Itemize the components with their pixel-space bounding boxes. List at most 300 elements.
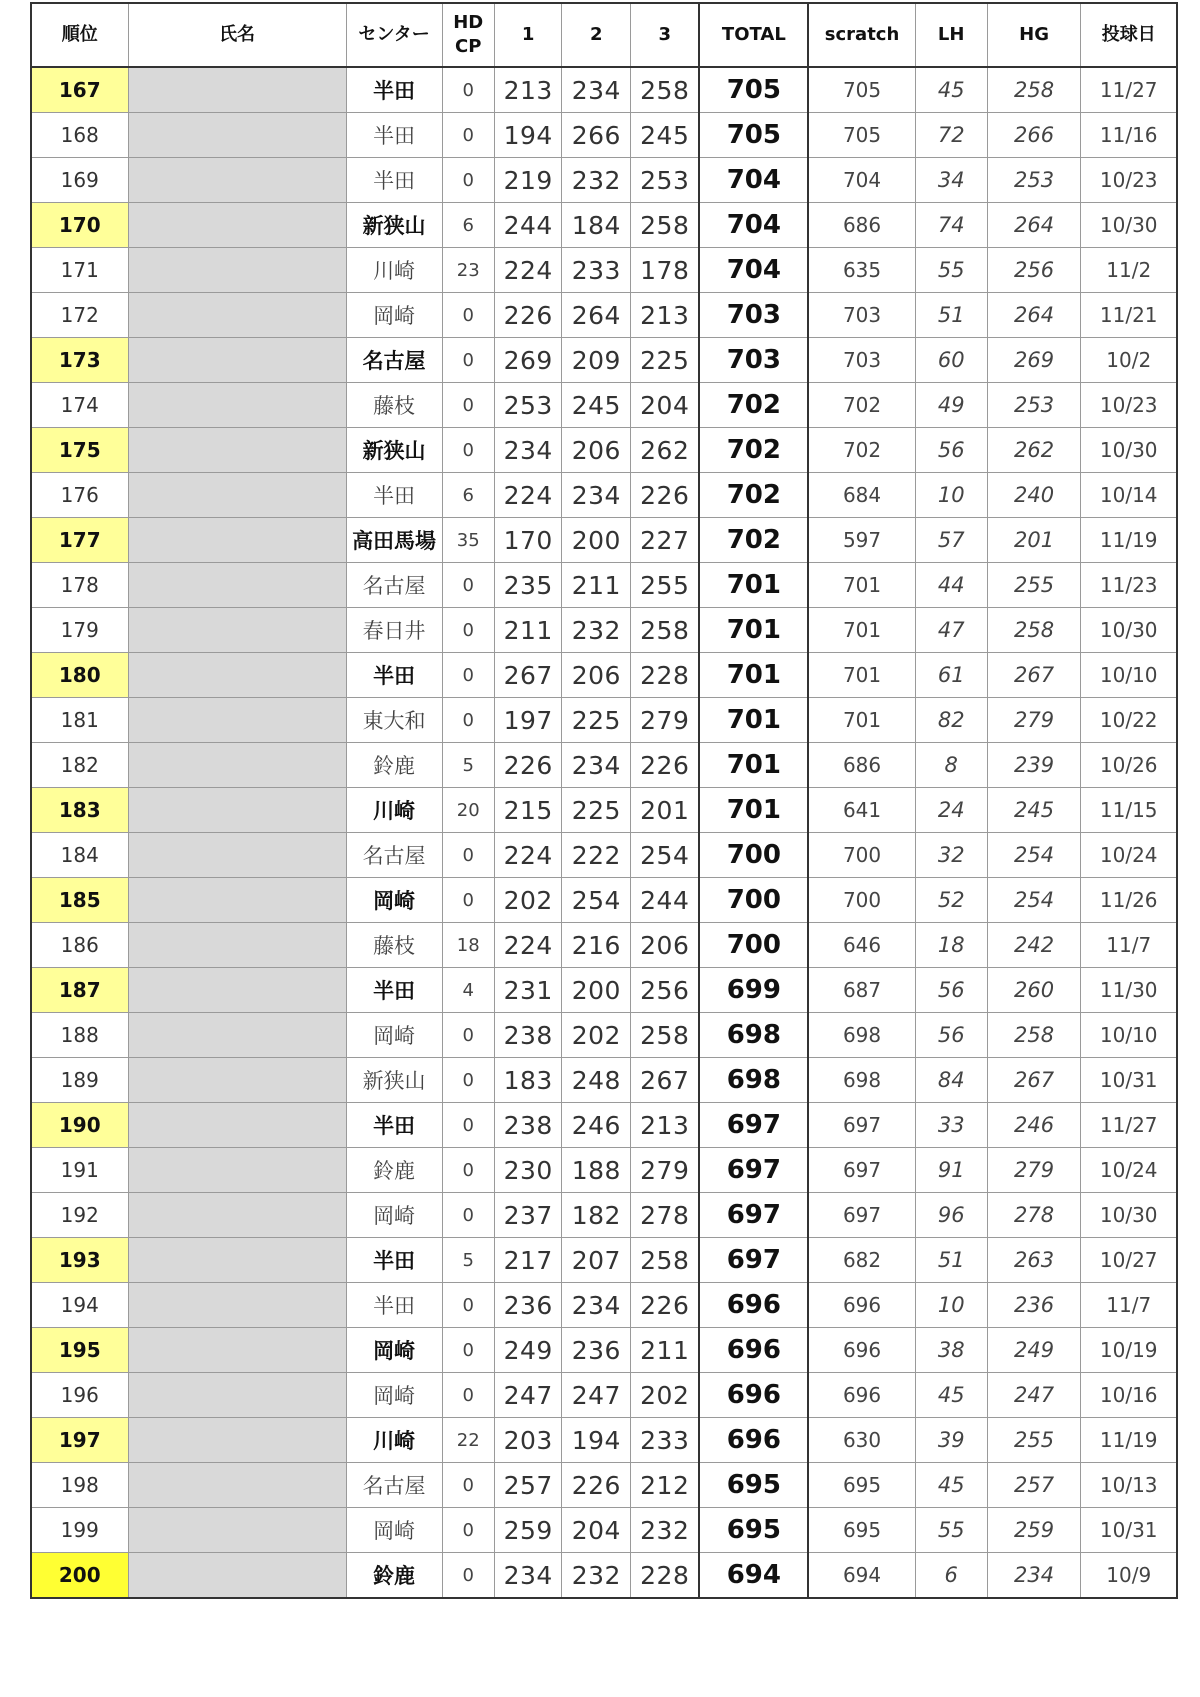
game2-cell: 184 <box>562 203 631 248</box>
lh-cell: 56 <box>915 1013 987 1058</box>
hdcp-cell: 20 <box>442 788 494 833</box>
game2-cell: 206 <box>562 653 631 698</box>
name-cell <box>128 833 346 878</box>
center-cell: 高田馬場 <box>346 518 442 563</box>
hdcp-cell: 0 <box>442 1463 494 1508</box>
date-cell: 11/19 <box>1081 1418 1177 1463</box>
hdcp-cell: 18 <box>442 923 494 968</box>
total-cell: 703 <box>699 293 808 338</box>
lh-cell: 49 <box>915 383 987 428</box>
hdcp-cell: 0 <box>442 1193 494 1238</box>
total-cell: 696 <box>699 1418 808 1463</box>
total-cell: 701 <box>699 608 808 653</box>
center-cell: 鈴鹿 <box>346 1148 442 1193</box>
date-cell: 10/24 <box>1081 1148 1177 1193</box>
center-cell: 藤枝 <box>346 383 442 428</box>
center-cell: 岡崎 <box>346 1508 442 1553</box>
table-row <box>31 248 1177 293</box>
lh-cell: 51 <box>915 293 987 338</box>
game3-cell: 212 <box>631 1463 700 1508</box>
scratch-cell: 705 <box>808 113 915 158</box>
game3-cell: 204 <box>631 383 700 428</box>
name-cell <box>128 1508 346 1553</box>
scratch-cell: 701 <box>808 608 915 653</box>
hg-cell: 267 <box>987 653 1081 698</box>
date-cell: 11/7 <box>1081 923 1177 968</box>
hg-cell: 262 <box>987 428 1081 473</box>
game2-cell: 248 <box>562 1058 631 1103</box>
date-cell: 10/22 <box>1081 698 1177 743</box>
hg-cell: 255 <box>987 1418 1081 1463</box>
game1-cell: 211 <box>494 608 562 653</box>
date-cell: 11/15 <box>1081 788 1177 833</box>
table-row <box>31 1058 1177 1103</box>
hdcp-cell: 0 <box>442 833 494 878</box>
table-row <box>31 203 1177 248</box>
center-cell: 岡崎 <box>346 1193 442 1238</box>
col-scratch-header: scratch <box>808 3 915 67</box>
table-row <box>31 608 1177 653</box>
table-row <box>31 1148 1177 1193</box>
total-cell: 705 <box>699 113 808 158</box>
game3-cell: 202 <box>631 1373 700 1418</box>
lh-cell: 84 <box>915 1058 987 1103</box>
game3-cell: 279 <box>631 1148 700 1193</box>
total-cell: 697 <box>699 1148 808 1193</box>
game1-cell: 234 <box>494 1553 562 1599</box>
rank-cell: 196 <box>31 1373 128 1418</box>
game3-cell: 279 <box>631 698 700 743</box>
total-cell: 696 <box>699 1328 808 1373</box>
date-cell: 10/30 <box>1081 428 1177 473</box>
game3-cell: 245 <box>631 113 700 158</box>
table-row <box>31 113 1177 158</box>
game3-cell: 213 <box>631 293 700 338</box>
name-cell <box>128 383 346 428</box>
rank-cell: 185 <box>31 878 128 923</box>
table-row <box>31 1328 1177 1373</box>
hg-cell: 242 <box>987 923 1081 968</box>
total-cell: 697 <box>699 1193 808 1238</box>
hdcp-cell: 0 <box>442 1328 494 1373</box>
scratch-cell: 696 <box>808 1328 915 1373</box>
lh-cell: 10 <box>915 473 987 518</box>
table-row <box>31 1283 1177 1328</box>
hg-cell: 264 <box>987 203 1081 248</box>
ranking-table <box>30 2 1178 1599</box>
scratch-cell: 682 <box>808 1238 915 1283</box>
name-cell <box>128 743 346 788</box>
lh-cell: 45 <box>915 1463 987 1508</box>
scratch-cell: 702 <box>808 428 915 473</box>
game2-cell: 182 <box>562 1193 631 1238</box>
game3-cell: 232 <box>631 1508 700 1553</box>
scratch-cell: 701 <box>808 563 915 608</box>
center-cell: 半田 <box>346 473 442 518</box>
name-cell <box>128 608 346 653</box>
hdcp-cell: 0 <box>442 67 494 113</box>
center-cell: 岡崎 <box>346 878 442 923</box>
center-cell: 岡崎 <box>346 1328 442 1373</box>
center-cell: 新狭山 <box>346 1058 442 1103</box>
game3-cell: 253 <box>631 158 700 203</box>
hdcp-cell: 6 <box>442 203 494 248</box>
table-row <box>31 383 1177 428</box>
scratch-cell: 635 <box>808 248 915 293</box>
scratch-cell: 696 <box>808 1373 915 1418</box>
game1-cell: 224 <box>494 923 562 968</box>
date-cell: 10/27 <box>1081 1238 1177 1283</box>
game1-cell: 235 <box>494 563 562 608</box>
rank-cell: 195 <box>31 1328 128 1373</box>
name-cell <box>128 698 346 743</box>
game2-cell: 233 <box>562 248 631 293</box>
scratch-cell: 694 <box>808 1553 915 1599</box>
table-body <box>31 67 1177 1598</box>
rank-cell: 200 <box>31 1553 128 1599</box>
hdcp-cell: 22 <box>442 1418 494 1463</box>
total-cell: 701 <box>699 563 808 608</box>
lh-cell: 55 <box>915 1508 987 1553</box>
game2-cell: 234 <box>562 1283 631 1328</box>
game1-cell: 244 <box>494 203 562 248</box>
game2-cell: 204 <box>562 1508 631 1553</box>
game3-cell: 258 <box>631 203 700 248</box>
col-date-header: 投球日 <box>1081 3 1177 67</box>
rank-cell: 199 <box>31 1508 128 1553</box>
hg-cell: 254 <box>987 833 1081 878</box>
game3-cell: 262 <box>631 428 700 473</box>
table-row <box>31 1238 1177 1283</box>
center-cell: 岡崎 <box>346 1373 442 1418</box>
lh-cell: 72 <box>915 113 987 158</box>
table-row <box>31 67 1177 113</box>
hg-cell: 266 <box>987 113 1081 158</box>
table-row <box>31 653 1177 698</box>
hdcp-cell: 5 <box>442 1238 494 1283</box>
lh-cell: 45 <box>915 1373 987 1418</box>
name-cell <box>128 878 346 923</box>
game1-cell: 183 <box>494 1058 562 1103</box>
total-cell: 703 <box>699 338 808 383</box>
game1-cell: 269 <box>494 338 562 383</box>
game2-cell: 254 <box>562 878 631 923</box>
game3-cell: 244 <box>631 878 700 923</box>
name-cell <box>128 338 346 383</box>
total-cell: 700 <box>699 923 808 968</box>
center-cell: 名古屋 <box>346 1463 442 1508</box>
scratch-cell: 703 <box>808 293 915 338</box>
total-cell: 694 <box>699 1553 808 1599</box>
lh-cell: 45 <box>915 67 987 113</box>
rank-cell: 174 <box>31 383 128 428</box>
scratch-cell: 695 <box>808 1508 915 1553</box>
rank-cell: 190 <box>31 1103 128 1148</box>
date-cell: 11/27 <box>1081 67 1177 113</box>
table-row <box>31 1103 1177 1148</box>
lh-cell: 74 <box>915 203 987 248</box>
name-cell <box>128 113 346 158</box>
total-cell: 704 <box>699 158 808 203</box>
date-cell: 11/16 <box>1081 113 1177 158</box>
center-cell: 半田 <box>346 158 442 203</box>
col-game3-header: 3 <box>631 3 700 67</box>
game2-cell: 232 <box>562 1553 631 1599</box>
game3-cell: 178 <box>631 248 700 293</box>
total-cell: 702 <box>699 383 808 428</box>
rank-cell: 194 <box>31 1283 128 1328</box>
rank-cell: 180 <box>31 653 128 698</box>
name-cell <box>128 1238 346 1283</box>
lh-cell: 61 <box>915 653 987 698</box>
hg-cell: 249 <box>987 1328 1081 1373</box>
hg-cell: 269 <box>987 338 1081 383</box>
scratch-cell: 701 <box>808 653 915 698</box>
game3-cell: 233 <box>631 1418 700 1463</box>
scratch-cell: 697 <box>808 1148 915 1193</box>
lh-cell: 38 <box>915 1328 987 1373</box>
date-cell: 10/2 <box>1081 338 1177 383</box>
hdcp-cell: 0 <box>442 293 494 338</box>
hdcp-cell: 0 <box>442 653 494 698</box>
name-cell <box>128 473 346 518</box>
rank-cell: 184 <box>31 833 128 878</box>
total-cell: 702 <box>699 473 808 518</box>
total-cell: 695 <box>699 1463 808 1508</box>
scratch-cell: 697 <box>808 1193 915 1238</box>
rank-cell: 186 <box>31 923 128 968</box>
lh-cell: 56 <box>915 428 987 473</box>
table-row <box>31 158 1177 203</box>
game2-cell: 234 <box>562 743 631 788</box>
lh-cell: 8 <box>915 743 987 788</box>
table-row <box>31 923 1177 968</box>
game2-cell: 245 <box>562 383 631 428</box>
hg-cell: 255 <box>987 563 1081 608</box>
table-row <box>31 1553 1177 1599</box>
date-cell: 10/31 <box>1081 1508 1177 1553</box>
date-cell: 11/30 <box>1081 968 1177 1013</box>
hdcp-cell: 23 <box>442 248 494 293</box>
hdcp-header-line1: HD <box>453 11 484 33</box>
lh-cell: 47 <box>915 608 987 653</box>
game2-cell: 188 <box>562 1148 631 1193</box>
rank-cell: 172 <box>31 293 128 338</box>
col-name-header: 氏名 <box>128 3 346 67</box>
game1-cell: 217 <box>494 1238 562 1283</box>
date-cell: 10/9 <box>1081 1553 1177 1599</box>
hg-cell: 259 <box>987 1508 1081 1553</box>
hg-cell: 234 <box>987 1553 1081 1599</box>
table-row <box>31 473 1177 518</box>
name-cell <box>128 518 346 563</box>
date-cell: 10/30 <box>1081 608 1177 653</box>
game3-cell: 256 <box>631 968 700 1013</box>
hdcp-cell: 0 <box>442 1283 494 1328</box>
game1-cell: 257 <box>494 1463 562 1508</box>
name-cell <box>128 158 346 203</box>
name-cell <box>128 428 346 473</box>
name-cell <box>128 1553 346 1599</box>
hg-cell: 254 <box>987 878 1081 923</box>
game2-cell: 226 <box>562 1463 631 1508</box>
rank-cell: 182 <box>31 743 128 788</box>
game1-cell: 238 <box>494 1013 562 1058</box>
total-cell: 700 <box>699 878 808 923</box>
hg-cell: 278 <box>987 1193 1081 1238</box>
game1-cell: 213 <box>494 67 562 113</box>
name-cell <box>128 293 346 338</box>
game1-cell: 230 <box>494 1148 562 1193</box>
total-cell: 697 <box>699 1238 808 1283</box>
scratch-cell: 698 <box>808 1058 915 1103</box>
game1-cell: 224 <box>494 833 562 878</box>
total-cell: 705 <box>699 67 808 113</box>
total-cell: 701 <box>699 698 808 743</box>
game1-cell: 226 <box>494 293 562 338</box>
total-cell: 702 <box>699 518 808 563</box>
game1-cell: 237 <box>494 1193 562 1238</box>
date-cell: 11/23 <box>1081 563 1177 608</box>
date-cell: 10/30 <box>1081 1193 1177 1238</box>
hg-cell: 264 <box>987 293 1081 338</box>
center-cell: 名古屋 <box>346 833 442 878</box>
center-cell: 半田 <box>346 113 442 158</box>
hg-cell: 258 <box>987 67 1081 113</box>
game2-cell: 236 <box>562 1328 631 1373</box>
lh-cell: 82 <box>915 698 987 743</box>
hdcp-cell: 0 <box>442 878 494 923</box>
game2-cell: 246 <box>562 1103 631 1148</box>
name-cell <box>128 1013 346 1058</box>
scratch-cell: 695 <box>808 1463 915 1508</box>
date-cell: 11/21 <box>1081 293 1177 338</box>
center-cell: 半田 <box>346 968 442 1013</box>
rank-cell: 173 <box>31 338 128 383</box>
scratch-cell: 705 <box>808 67 915 113</box>
hdcp-cell: 0 <box>442 698 494 743</box>
date-cell: 11/7 <box>1081 1283 1177 1328</box>
rank-cell: 168 <box>31 113 128 158</box>
lh-cell: 33 <box>915 1103 987 1148</box>
scratch-cell: 696 <box>808 1283 915 1328</box>
hdcp-cell: 6 <box>442 473 494 518</box>
center-cell: 新狭山 <box>346 203 442 248</box>
game3-cell: 226 <box>631 1283 700 1328</box>
name-cell <box>128 1103 346 1148</box>
game1-cell: 202 <box>494 878 562 923</box>
total-cell: 704 <box>699 248 808 293</box>
hdcp-cell: 0 <box>442 113 494 158</box>
hdcp-cell: 0 <box>442 1103 494 1148</box>
date-cell: 10/30 <box>1081 203 1177 248</box>
total-cell: 696 <box>699 1283 808 1328</box>
game2-cell: 266 <box>562 113 631 158</box>
center-cell: 半田 <box>346 1103 442 1148</box>
table-header <box>31 3 1177 67</box>
table-row <box>31 698 1177 743</box>
game1-cell: 238 <box>494 1103 562 1148</box>
lh-cell: 32 <box>915 833 987 878</box>
game2-cell: 209 <box>562 338 631 383</box>
lh-cell: 18 <box>915 923 987 968</box>
table-row <box>31 428 1177 473</box>
rank-cell: 176 <box>31 473 128 518</box>
total-cell: 695 <box>699 1508 808 1553</box>
center-cell: 岡崎 <box>346 1013 442 1058</box>
center-cell: 名古屋 <box>346 563 442 608</box>
hdcp-cell: 5 <box>442 743 494 788</box>
date-cell: 10/19 <box>1081 1328 1177 1373</box>
rank-cell: 197 <box>31 1418 128 1463</box>
game3-cell: 206 <box>631 923 700 968</box>
game2-cell: 194 <box>562 1418 631 1463</box>
name-cell <box>128 1058 346 1103</box>
game1-cell: 231 <box>494 968 562 1013</box>
center-cell: 新狭山 <box>346 428 442 473</box>
game1-cell: 247 <box>494 1373 562 1418</box>
scratch-cell: 700 <box>808 833 915 878</box>
game3-cell: 227 <box>631 518 700 563</box>
date-cell: 11/27 <box>1081 1103 1177 1148</box>
table-row <box>31 1463 1177 1508</box>
total-cell: 696 <box>699 1373 808 1418</box>
game3-cell: 211 <box>631 1328 700 1373</box>
hg-cell: 246 <box>987 1103 1081 1148</box>
game2-cell: 202 <box>562 1013 631 1058</box>
game2-cell: 232 <box>562 158 631 203</box>
name-cell <box>128 67 346 113</box>
scratch-cell: 700 <box>808 878 915 923</box>
lh-cell: 10 <box>915 1283 987 1328</box>
game2-cell: 216 <box>562 923 631 968</box>
scratch-cell: 630 <box>808 1418 915 1463</box>
col-center-header: センター <box>346 3 442 67</box>
hg-cell: 239 <box>987 743 1081 788</box>
total-cell: 698 <box>699 1058 808 1103</box>
center-cell: 半田 <box>346 653 442 698</box>
game2-cell: 234 <box>562 473 631 518</box>
date-cell: 10/26 <box>1081 743 1177 788</box>
scratch-cell: 702 <box>808 383 915 428</box>
center-cell: 半田 <box>346 67 442 113</box>
game2-cell: 225 <box>562 698 631 743</box>
rank-cell: 193 <box>31 1238 128 1283</box>
hg-cell: 279 <box>987 698 1081 743</box>
scratch-cell: 686 <box>808 743 915 788</box>
date-cell: 10/13 <box>1081 1463 1177 1508</box>
hg-cell: 201 <box>987 518 1081 563</box>
lh-cell: 51 <box>915 1238 987 1283</box>
lh-cell: 24 <box>915 788 987 833</box>
game1-cell: 219 <box>494 158 562 203</box>
name-cell <box>128 563 346 608</box>
hdcp-cell: 0 <box>442 158 494 203</box>
col-game2-header: 2 <box>562 3 631 67</box>
hdcp-cell: 0 <box>442 428 494 473</box>
date-cell: 10/23 <box>1081 383 1177 428</box>
rank-cell: 183 <box>31 788 128 833</box>
table-row <box>31 293 1177 338</box>
game3-cell: 228 <box>631 653 700 698</box>
rank-cell: 177 <box>31 518 128 563</box>
scratch-cell: 597 <box>808 518 915 563</box>
hdcp-cell: 0 <box>442 338 494 383</box>
col-total-header: TOTAL <box>699 3 808 67</box>
table-row <box>31 833 1177 878</box>
table-row <box>31 788 1177 833</box>
rank-cell: 188 <box>31 1013 128 1058</box>
